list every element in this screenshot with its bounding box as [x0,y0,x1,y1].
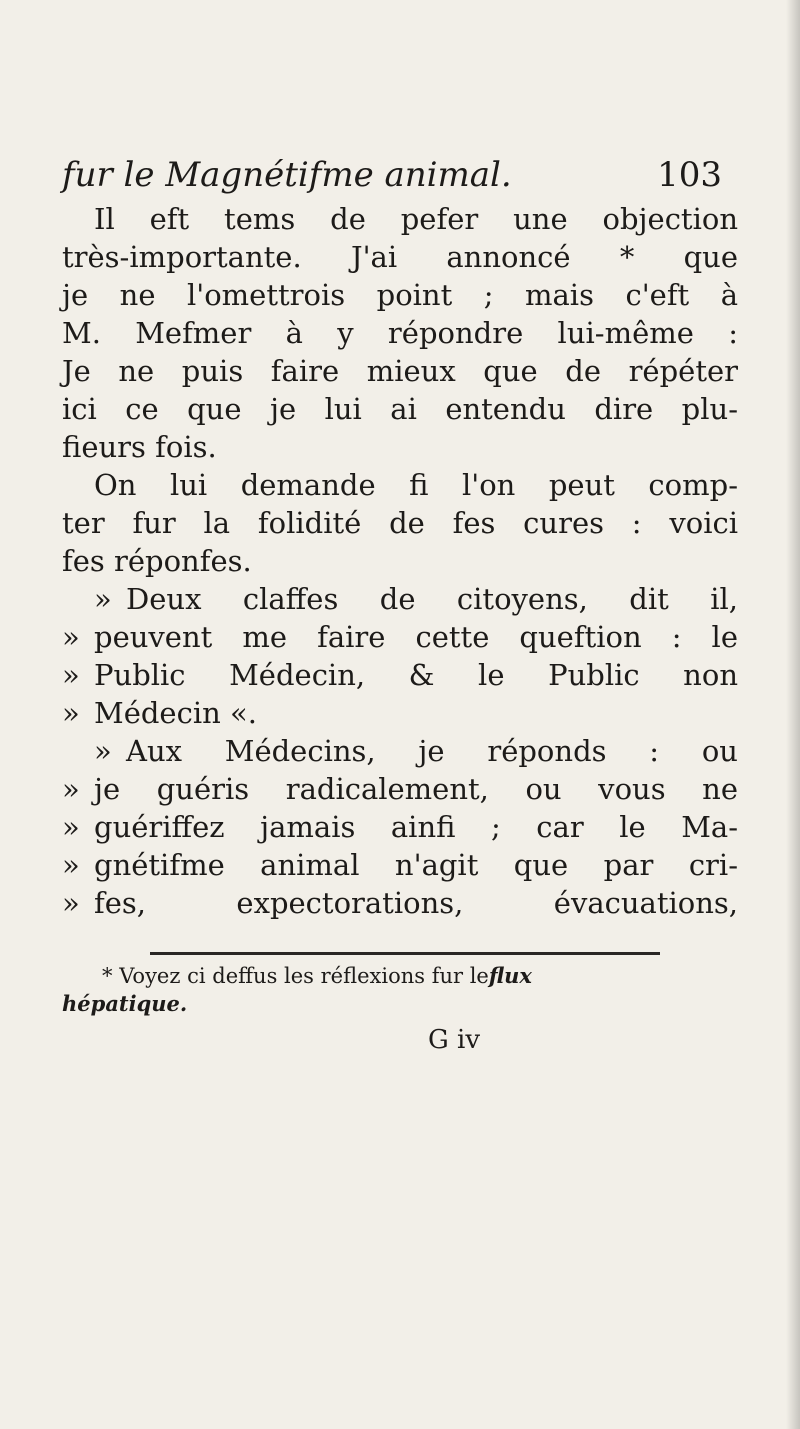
text-line: fes réponfes. [62,544,252,578]
text-line: ter fur la folidité de fes cures : voici [62,506,738,540]
quote-mark: » [62,810,80,844]
quote-mark: » [62,620,80,654]
quote-line [62,618,738,656]
quote-line [62,732,738,770]
text-line: fieurs fois. [62,430,217,464]
quote-text: gnétifme animal n'agit que par cri- [94,848,738,882]
quote-mark: » [62,658,80,692]
text-line: Il eft tems de pefer une objection [94,202,738,236]
footnote-italic: flux [488,963,532,988]
quote-mark: » [62,848,80,882]
quote-line [62,694,738,732]
quote-line [62,808,738,846]
text-line: On lui demande fi l'on peut comp- [94,468,738,502]
text-line: très-importante. J'ai annoncé * que [62,240,738,274]
footnote-line [62,990,738,1018]
text-line: M. Mefmer à y répondre lui-même : [62,316,738,350]
signature-mark: G iv [428,1025,481,1055]
footnote-marker: * [102,964,113,988]
quote-mark: » [62,772,80,806]
quote-text: Médecin «. [94,696,257,730]
footnote-rule [150,952,660,955]
quote-line [62,656,738,694]
quote-text: je guéris radicalement, ou vous ne [94,772,738,806]
text-line: Je ne puis faire mieux que de répéter [62,354,738,388]
quote-text: peuvent me faire cette queftion : le [94,620,738,654]
quote-text: guériffez jamais ainfi ; car le Ma- [94,810,738,844]
text-line: ici ce que je lui ai entendu dire plu- [62,392,738,426]
page-number: 103 [657,155,722,195]
quote-line [62,580,738,618]
quote-mark: » [62,886,80,920]
quote-line [62,770,738,808]
footnote [62,962,738,1018]
quote-text: Public Médecin, & le Public non [94,658,738,692]
quote-line [62,884,738,922]
quote-mark: » [94,582,112,616]
quote-text: Aux Médecins, je réponds : ou [126,734,738,768]
quote-mark: » [94,734,112,768]
quote-mark: » [62,696,80,730]
quote-text: Deux claffes de citoyens, dit il, [126,582,738,616]
footnote-text: Voyez ci deffus les réflexions fur le [119,964,489,988]
running-header [62,150,722,200]
text-line: je ne l'omettrois point ; mais c'eft à [62,278,738,312]
page-edge-shadow [786,0,800,1429]
body-text [62,200,738,922]
quote-line [62,846,738,884]
running-title: fur le Magnétifme animal. [62,155,512,195]
footnote-italic: hépatique. [62,991,188,1016]
footnote-line [62,962,738,990]
quote-text: fes, expectorations, évacuations, [94,886,738,920]
